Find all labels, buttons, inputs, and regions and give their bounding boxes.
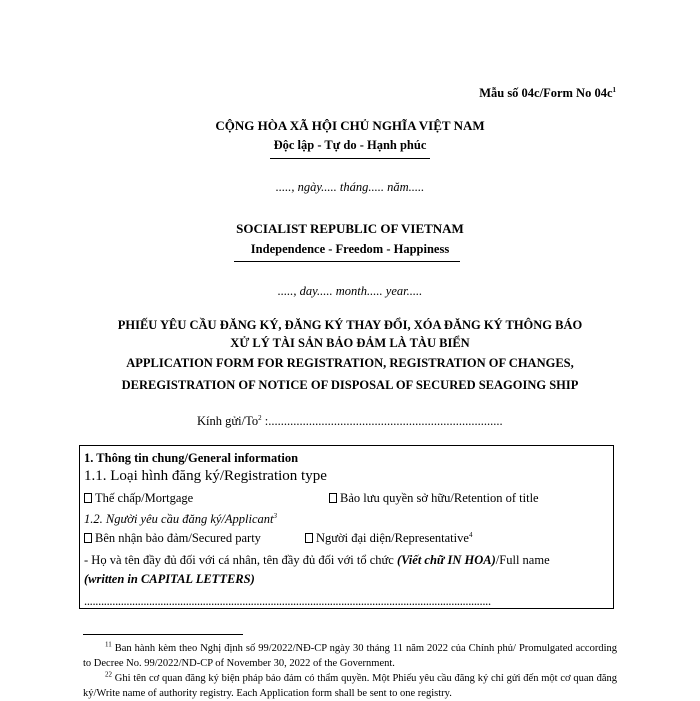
mortgage-checkbox[interactable] — [84, 493, 92, 503]
section1-heading: 1. Thông tin chung/General information — [84, 451, 299, 465]
full-name-instruction: - Họ và tên đầy đủ đối với cá nhân, tên đầy đủ đối với tổ chức (Viết chữ IN HOA)/Full name — [84, 553, 550, 567]
addressee-line: Kính gửi/To$^2$ :........................................................................... — [197, 413, 503, 428]
footnote-2: $^{22}$ Ghi tên cơ quan đăng ký biện pháp bảo đảm có thẩm quyền. Một Phiếu yêu cầu đăng ký chỉ gửi đến một cơ quan đăng ký/Write name of authority registry. Each Application form shall be sent to one registry. — [83, 670, 617, 699]
applicant-heading: 1.2. Người yêu cầu đăng ký/Applicant$^3$ — [84, 511, 277, 526]
representative-checkbox[interactable] — [305, 533, 313, 543]
footnote-1: $^{11}$ Ban hành kèm theo Nghị định số 99/2022/NĐ-CP ngày 30 tháng 11 năm 2022 của Chính phủ/ Promulgated according to Decree No. 99/2022/ND-CP of November 30, 2022 of the Government. — [83, 640, 617, 669]
en-motto: Independence - Freedom - Happiness — [250, 242, 450, 256]
option-retention-of-title[interactable]: Bảo lưu quyền sở hữu/Retention of title — [329, 491, 539, 506]
full-name-instruction-en: (written in CAPITAL LETTERS) — [84, 572, 255, 586]
title-en-line2: DEREGISTRATION OF NOTICE OF DISPOSAL OF SECURED SEAGOING SHIP — [121, 378, 579, 392]
secured-party-checkbox[interactable] — [84, 533, 92, 543]
option-secured-party[interactable]: Bên nhận bảo đảm/Secured party — [84, 531, 261, 546]
registration-type-heading: 1.1. Loại hình đăng ký/Registration type — [84, 468, 327, 484]
vn-date-line: ....., ngày..... tháng..... năm..... — [275, 180, 425, 194]
option-representative[interactable]: Người đại diện/Representative$^4$ — [305, 531, 472, 546]
vn-republic-title: CỘNG HÒA XÃ HỘI CHỦ NGHĨA VIỆT NAM — [215, 118, 485, 133]
retention-checkbox[interactable] — [329, 493, 337, 503]
en-motto-underline — [234, 261, 460, 262]
title-vn-line1: PHIẾU YÊU CẦU ĐĂNG KÝ, ĐĂNG KÝ THAY ĐỔI, XÓA ĐĂNG KÝ THÔNG BÁO — [117, 318, 583, 332]
en-date-line: ....., day..... month..... year..... — [277, 284, 423, 298]
en-republic-title: SOCIALIST REPUBLIC OF VIETNAM — [236, 221, 464, 236]
title-en-line1: APPLICATION FORM FOR REGISTRATION, REGISTRATION OF CHANGES, — [126, 356, 574, 370]
option-mortgage[interactable]: Thế chấp/Mortgage — [84, 491, 193, 506]
title-vn-line2: XỬ LÝ TÀI SẢN BẢO ĐẢM LÀ TÀU BIỂN — [230, 336, 470, 350]
vn-motto-underline — [270, 158, 430, 159]
vn-motto: Độc lập - Tự do - Hạnh phúc — [273, 138, 427, 152]
full-name-input-dots[interactable]: ................................................................................................................................................ — [84, 594, 491, 608]
form-number: Mẫu số 04c/Form No $04c^1$ — [479, 85, 616, 100]
footnote-separator — [83, 634, 243, 635]
